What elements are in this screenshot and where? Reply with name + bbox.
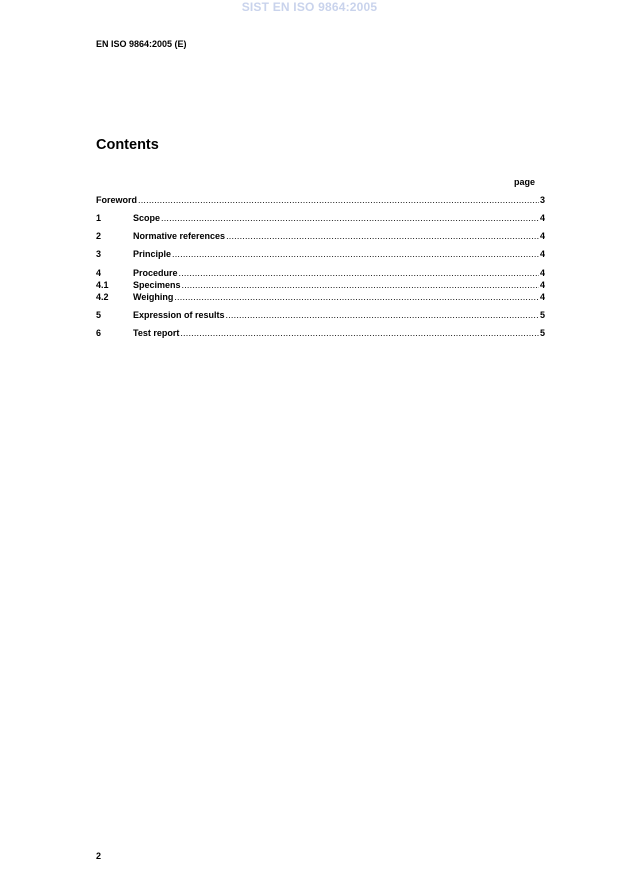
toc-entry-normative-references[interactable] xyxy=(96,231,545,242)
toc-entry-page: 3 xyxy=(539,195,545,205)
toc-entry-number: 3 xyxy=(96,249,102,259)
toc-entry-number: 4.2 xyxy=(96,292,109,302)
toc-entry-specimens[interactable] xyxy=(96,280,545,291)
toc-leader-dots xyxy=(138,195,539,206)
toc-entry-title: Scope xyxy=(133,213,161,223)
toc-entry-foreword[interactable] xyxy=(96,195,545,206)
toc-entry-page: 4 xyxy=(539,268,545,278)
toc-leader-dots xyxy=(179,268,539,279)
toc-leader-dots xyxy=(180,328,539,339)
toc-entry-title: Procedure xyxy=(133,268,178,278)
toc-entry-page: 5 xyxy=(539,310,545,320)
toc-entry-number: 2 xyxy=(96,231,102,241)
toc-entry-page: 4 xyxy=(539,231,545,241)
toc-entry-page: 4 xyxy=(539,280,545,290)
toc-entry-page: 5 xyxy=(539,328,545,338)
toc-entry-test-report[interactable] xyxy=(96,328,545,339)
toc-leader-dots xyxy=(172,249,539,260)
toc-entry-number: 5 xyxy=(96,310,102,320)
toc-leader-dots xyxy=(226,231,539,242)
toc-entry-number: 6 xyxy=(96,328,102,338)
toc-entry-title: Specimens xyxy=(133,280,181,290)
toc-entry-page: 4 xyxy=(539,249,545,259)
page-column-label: page xyxy=(514,177,536,187)
toc-leader-dots xyxy=(226,310,539,321)
toc-entry-title: Test report xyxy=(133,328,180,338)
toc-leader-dots xyxy=(182,280,539,291)
toc-entry-title: Weighing xyxy=(133,292,174,302)
toc-leader-dots xyxy=(161,213,539,224)
toc-entry-title: Expression of results xyxy=(133,310,225,320)
toc-entry-principle[interactable] xyxy=(96,249,545,260)
toc-entry-title: Normative references xyxy=(133,231,226,241)
toc-entry-title: Principle xyxy=(133,249,172,259)
document-id-header: EN ISO 9864:2005 (E) xyxy=(96,39,187,49)
toc-entry-number: 4.1 xyxy=(96,280,109,290)
toc-entry-page: 4 xyxy=(539,213,545,223)
toc-entry-number: 4 xyxy=(96,268,102,278)
toc-entry-page: 4 xyxy=(539,292,545,302)
toc-entry-procedure[interactable] xyxy=(96,268,545,279)
toc-entry-title: Foreword xyxy=(96,195,138,205)
toc-entry-weighing[interactable] xyxy=(96,292,545,303)
page-number: 2 xyxy=(96,851,102,861)
contents-heading: Contents xyxy=(96,137,159,153)
toc-leader-dots xyxy=(174,292,539,303)
toc-entry-expression-of-results[interactable] xyxy=(96,310,545,321)
toc-entry-scope[interactable] xyxy=(96,213,545,224)
toc-entry-number: 1 xyxy=(96,213,102,223)
watermark-text: SIST EN ISO 9864:2005 xyxy=(241,0,378,14)
